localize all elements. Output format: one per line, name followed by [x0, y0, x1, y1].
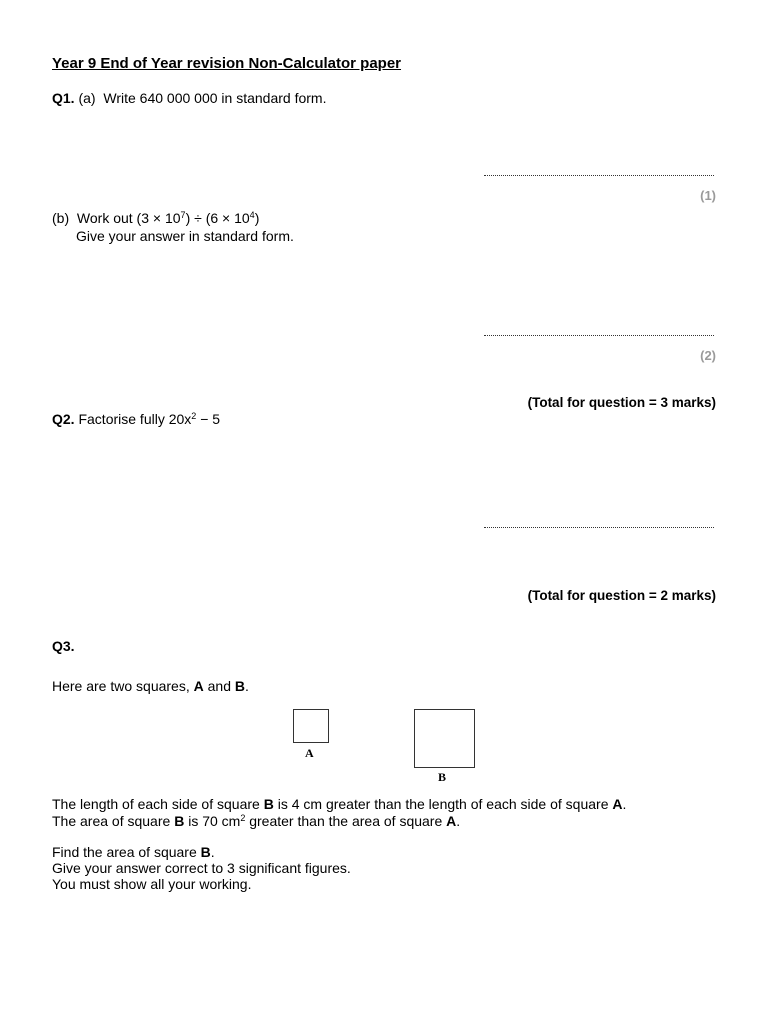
q1-part-b-exponent-2: 4: [249, 210, 255, 220]
square-a-label: A: [305, 746, 314, 760]
q3-sig-figs-instruction: Give your answer correct to 3 significant figures.: [52, 860, 351, 876]
q1-part-b-label: (b): [52, 210, 70, 226]
q3-line2-text-3: greater than the area of square: [245, 813, 447, 829]
q3-area-statement: [52, 813, 460, 829]
q1-part-b-end: ): [254, 210, 260, 226]
q1-part-a-label: (a): [78, 90, 96, 106]
q1b-marks: (2): [700, 348, 716, 363]
q3-line1-text: The length of each side of square: [52, 796, 264, 812]
q3-intro-b: B: [234, 678, 246, 694]
q3-show-working-instruction: You must show all your working.: [52, 876, 252, 892]
q1-total: (Total for question = 3 marks): [527, 395, 716, 410]
q2-exponent: 2: [191, 411, 197, 421]
q3-intro-a: A: [193, 678, 204, 694]
q3-line2-exponent: 2: [240, 813, 246, 823]
q1-part-b-exponent-1: 7: [180, 210, 186, 220]
q2-number: Q2.: [52, 411, 75, 427]
q1b-answer-line[interactable]: [484, 335, 714, 336]
page-title: Year 9 End of Year revision Non-Calculator paper: [52, 55, 402, 72]
q3-intro-end: .: [245, 678, 249, 694]
q1-part-b: [52, 210, 259, 226]
q1-part-b-mid: ) ÷ (6 × 10: [185, 210, 250, 226]
q1a-marks: (1): [700, 188, 716, 203]
q3-intro: [52, 678, 249, 694]
q3-number: Q3.: [52, 638, 75, 654]
q3-line2-a: A: [446, 813, 457, 829]
q3-find-b: B: [200, 844, 211, 860]
q1-part-b-work-out: Work out (3 × 10: [76, 210, 181, 226]
q3-line1-text-2: is 4 cm greater than the length of each side of square: [273, 796, 613, 812]
q1-part-a-text: Write 640 000 000 in standard form.: [103, 90, 327, 106]
square-b: [414, 709, 475, 768]
q2-text-end: − 5: [196, 411, 221, 427]
q3-line1-a: A: [612, 796, 623, 812]
q3-line1-end: .: [622, 796, 627, 812]
q2-answer-line[interactable]: [484, 527, 714, 528]
q3-line1-b: B: [263, 796, 274, 812]
q2-total: (Total for question = 2 marks): [527, 588, 716, 603]
q3-find-end: .: [210, 844, 215, 860]
q2-question: [52, 411, 220, 427]
q1-part-a: [52, 90, 326, 106]
q2-text: Factorise fully 20x: [78, 411, 192, 427]
q3-side-length-statement: [52, 796, 626, 812]
q3-intro-text: Here are two squares,: [52, 678, 194, 694]
q1a-answer-line[interactable]: [484, 175, 714, 176]
q3-find-text: Find the area of square: [52, 844, 201, 860]
square-a: [293, 709, 329, 743]
q1-part-b-instruction: Give your answer in standard form.: [76, 228, 294, 244]
q3-line2-text: The area of square: [52, 813, 175, 829]
q1-number: Q1.: [52, 90, 75, 106]
q3-find-instruction: [52, 844, 215, 860]
square-b-label: B: [438, 770, 447, 784]
q3-line2-end: .: [456, 813, 461, 829]
q3-line2-b: B: [174, 813, 185, 829]
q3-intro-and: and: [203, 678, 235, 694]
q3-line2-text-2: is 70 cm: [184, 813, 241, 829]
